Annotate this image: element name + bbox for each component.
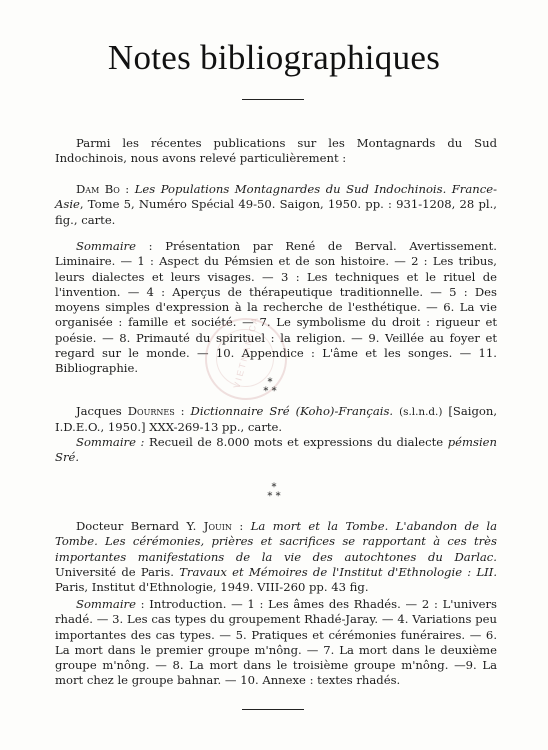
section-separator-1: * * * (263, 377, 277, 397)
entry-1-title: Les Populations Montagnardes du Sud Indochinois. France-Asie (55, 182, 497, 212)
entry-3-citation: Docteur Bernard Y. Jouin : La mort et la Tombe. L'abandon de la Tombe. Les cérémonies, prières et sacrifices se rapportant à ces très importantes manifestations de la vie des autochtones du Darlac. Université de Paris. Travaux et Mémoires de l'Institut d'Ethnologie : LII. Paris, Institut d'Ethnologie, 1949. VIII-260 pp. 43 fig. (55, 519, 498, 595)
entry-1-author: Dam Bo (76, 182, 120, 196)
entry-3-details: Paris, Institut d'Ethnologie, 1949. VIII-260 pp. 43 fig. (55, 580, 369, 595)
entry-1-details: , Tome 5, Numéro Spécial 49-50. Saigon, 1950. pp. : 931-1208, 28 pl., fig., carte. (55, 197, 497, 227)
entry-2-summary (55, 435, 497, 466)
footer-divider (242, 709, 304, 710)
entry-1-citation: Dam Bo : Les Populations Montagnardes du Sud Indochinois. France-Asie, Tome 5, Numéro Spécial 49-50. Saigon, 1950. pp. : 931-1208, 28 pl., fig., carte. (55, 182, 497, 227)
page-title: Notes bibliographiques (107, 38, 441, 77)
entry-2-place-date: (s.l.n.d.) (399, 406, 443, 418)
entry-2-citation: Jacques Dournes : Dictionnaire Sré (Koho)-Français. (s.l.n.d.) [Saigon, I.D.E.O., 1950.] XXX-269-13 pp., carte. (55, 404, 498, 435)
entry-2-author-first: Jacques (76, 404, 122, 418)
entry-3-author-first: Docteur Bernard Y. (76, 519, 197, 533)
entry-2-summary-dialect: pémsien Sré. (55, 435, 498, 465)
entry-3-author-last: Jouin (203, 519, 232, 533)
title-divider (242, 99, 304, 100)
entry-2-summary-text: Recueil de 8.000 mots et expressions du dialecte (144, 435, 448, 449)
intro-paragraph: Parmi les récentes publications sur les Montagnards du Sud Indochinois, nous avons relevé particulièrement : (55, 136, 497, 166)
entry-3-title: La mort et la Tombe. L'abandon de la Tombe. Les cérémonies, prières et sacrifices se rapportant à ces très importantes manifestations de la vie des autochtones du Darlac. (55, 519, 498, 564)
entry-3-summary (55, 597, 497, 689)
entry-1-summary-text: : Présentation par René de Berval. Avertissement. Liminaire. — 1 : Aspect du Pémsien et de son histoire. — 2 : Les tribus, leurs dialectes et leurs visages. — 3 : Les techniques et le rituel de l'invention. — 4 : Aperçus de thérapeutique traditionnelle. — 5 : Des moyens simples d'expression à la recherche de l'esthétique. — 6. La vie organisée : famille et société. — 7. Le symbolisme du droit : rigueur et poésie. — 8. Primauté du spirituel : la religion. — 9. Veillée au foyer et regard sur le monde. — 10. Appendice : L'âme et les songes. — 11. Bibliographie. (55, 239, 497, 376)
section-separator-2: * * * (267, 482, 281, 502)
entry-3-summary-label: Sommaire (76, 597, 136, 611)
entry-3-series: Travaux et Mémoires de l'Institut d'Ethnologie : LII. (179, 564, 498, 579)
entry-2-summary-label: Sommaire : (76, 435, 145, 449)
entry-2-author-last: Dournes (127, 404, 175, 418)
entry-2-title: Dictionnaire Sré (Koho)-Français. (190, 404, 394, 418)
entry-3-summary-text: : Introduction. — 1 : Les âmes des Rhadés. — 2 : L'univers rhadé. — 3. Les cas types du groupement Rhadé-Jaray. — 4. Variations peu importantes des cas types. — 5. Pratiques et cérémonies funéraires. — 6. La mort dans le premier groupe m'nông. — 7. La mort dans le deuxième groupe m'nông. — 8. La mort dans le troisième groupe m'nông. —9. La mort chez le groupe bahnar. — 10. Annexe : textes rhadés. (55, 597, 497, 688)
library-stamp-text: VIETNAMICA (231, 314, 261, 390)
entry-2-details: [Saigon, I.D.E.O., 1950.] XXX-269-13 pp., carte. (55, 404, 498, 435)
entry-1-summary-label: Sommaire (76, 239, 136, 253)
entry-3-publisher: Université de Paris. (55, 564, 180, 579)
